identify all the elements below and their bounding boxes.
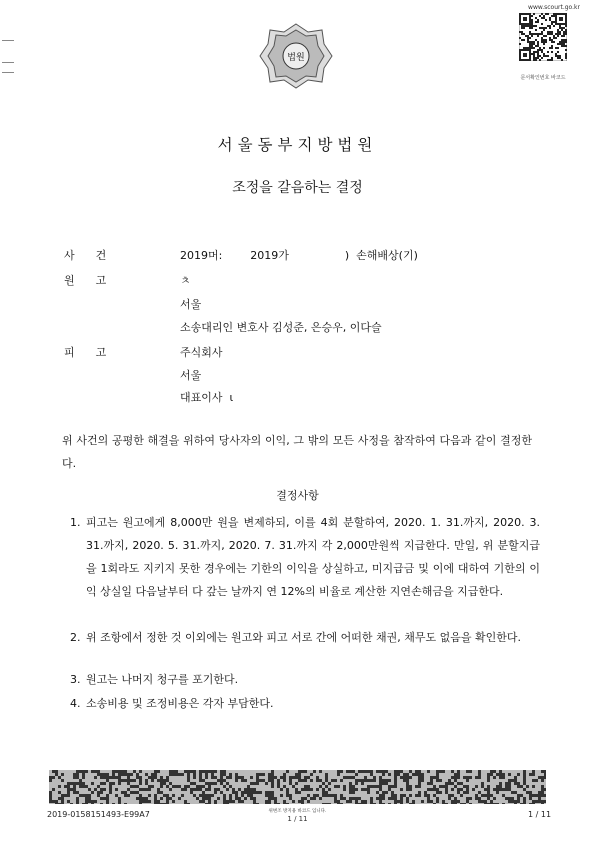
decision-item-4 (70, 692, 540, 715)
plaintiff-label: 원 고 (64, 274, 107, 287)
barcode-notice: 위변조 방지용 바코드 입니다. (268, 809, 327, 814)
decision-item-2 (70, 626, 540, 649)
plaintiff-counsel: 소송대리인 변호사 김성준, 은승우, 이다슬 (180, 321, 382, 334)
decision-text: 원고는 나머지 청구를 포기한다. (86, 673, 239, 686)
plaintiff-name: ㅊ (180, 274, 191, 287)
decision-number: 1. (70, 516, 81, 529)
decision-number: 3. (70, 673, 81, 686)
decision-text: 피고는 원고에게 8,000만 원을 변제하되, 이를 4회 분할하여, 2020. 1. 31.까지, 2020. 3. 31.까지, 2020. 5. 31.까지, 2020. 7. 31.까지 각 2,000만원씩 지급한다. 만일, 위 분할지급을 1회라도 지키지 못한 경우에는 기한의 이익을 상실하고, 미지급금 및 이에 대하여 기한의 이익 상실일 다음날부터 다 갚는 날까지 연 12%의 비율로 계산한 지연손해금을 지급한다. (86, 516, 540, 598)
decision-item-1 (70, 511, 540, 603)
document-id: 2019-0158151493-E99A7 (47, 810, 150, 819)
case-label: 사 건 (64, 249, 107, 262)
court-seal-icon (258, 20, 334, 92)
qr-caption: 문서확인번호 바코드 (520, 75, 566, 81)
seal-text: 법원 (287, 53, 305, 63)
decision-text: 소송비용 및 조정비용은 각자 부담한다. (86, 697, 274, 710)
case-number: 2019머: 2019가 ) 손해배상(기) (180, 249, 418, 262)
document-title: 조정을 갈음하는 결정 (232, 180, 363, 196)
defendant-representative: 대표이사 ι (180, 391, 234, 404)
decision-item-3 (70, 668, 540, 691)
defendant-label: 피 고 (64, 346, 107, 359)
qr-url: www.scourt.go.kr (528, 4, 580, 11)
defendant-name: 주식회사 (180, 346, 223, 359)
page-number: 1 / 11 (528, 810, 552, 819)
court-name: 서울동부지방법원 (217, 136, 378, 154)
plaintiff-address: 서울 (180, 298, 202, 311)
margin-mark (2, 62, 14, 63)
margin-mark (2, 72, 14, 73)
decision-number: 2. (70, 631, 81, 644)
decision-text: 위 조항에서 정한 것 이외에는 원고와 피고 서로 간에 어떠한 채권, 채무도 없음을 확인한다. (86, 631, 521, 644)
anti-forgery-barcode-icon (49, 770, 546, 804)
qr-code-icon (519, 13, 567, 61)
decision-number: 4. (70, 697, 81, 710)
intro-paragraph: 위 사건의 공평한 해결을 위하여 당사자의 이익, 그 밖의 모든 사정을 참작하여 다음과 같이 결정한다. (62, 434, 532, 470)
decision-title: 결정사항 (276, 489, 319, 502)
page-number-center: 1 / 11 (287, 815, 308, 823)
defendant-address: 서울 (180, 369, 202, 382)
margin-mark (2, 40, 14, 41)
